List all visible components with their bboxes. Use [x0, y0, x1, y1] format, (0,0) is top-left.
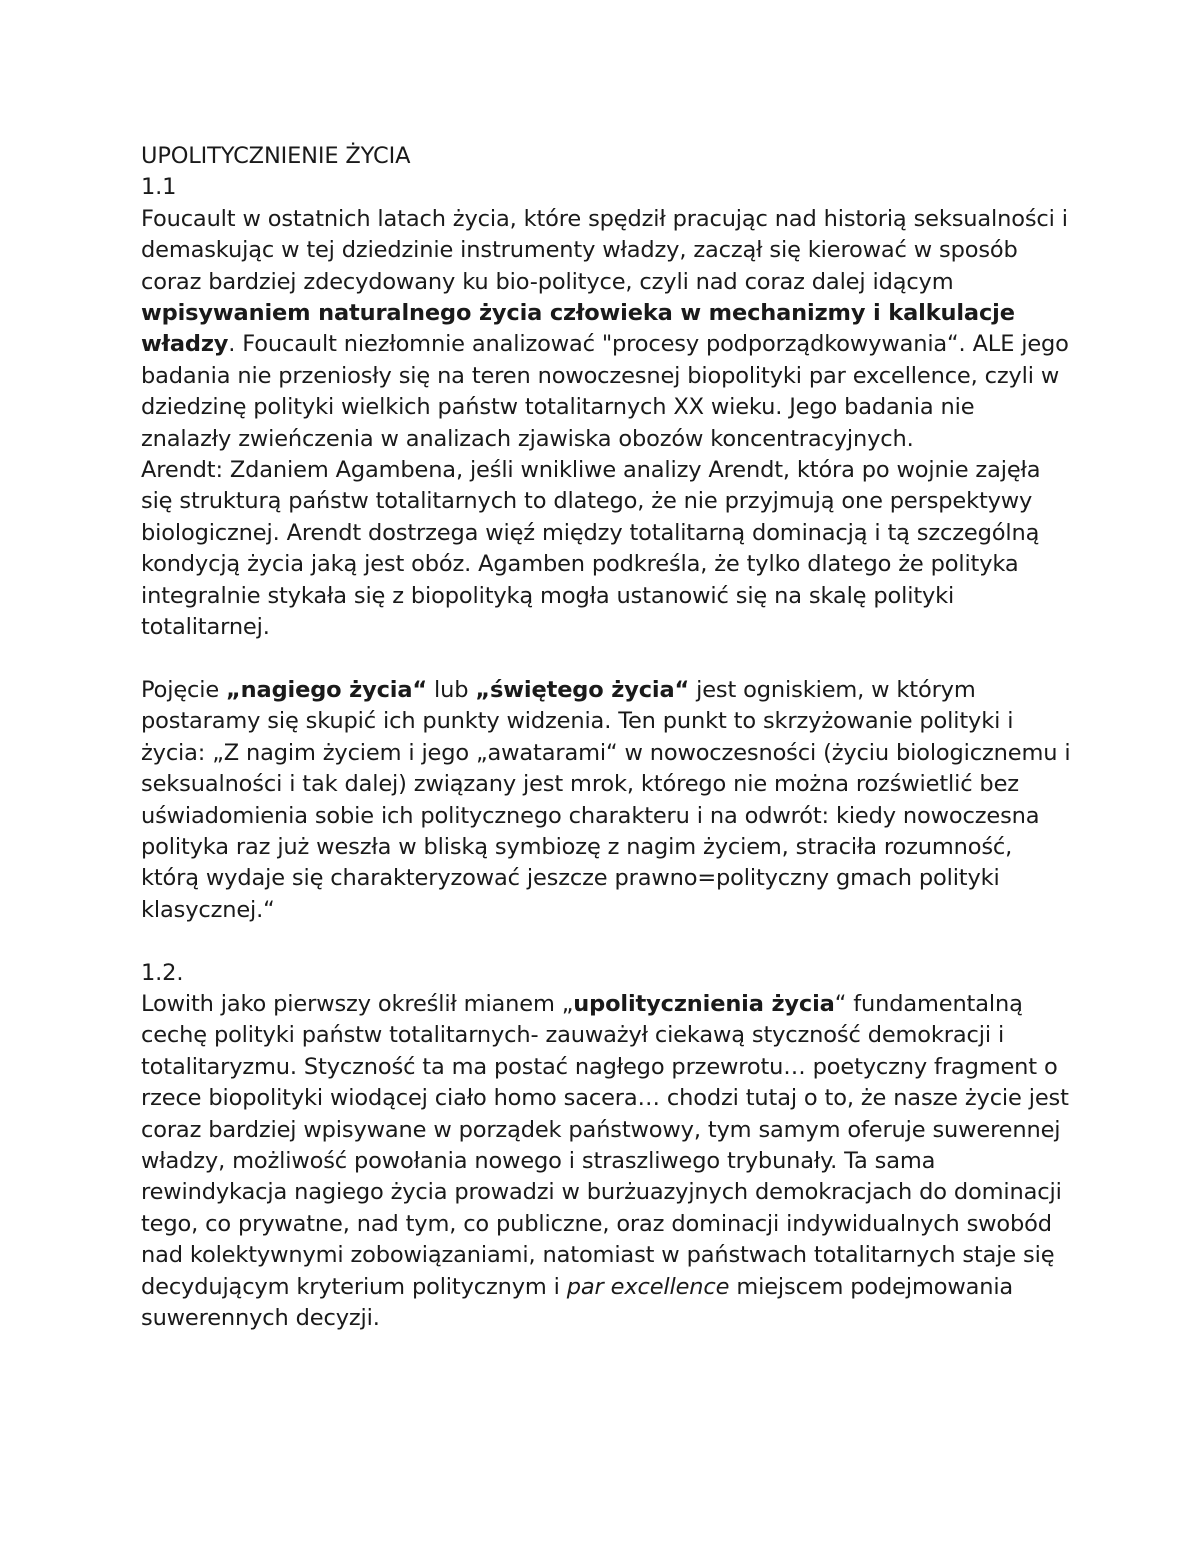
text-run: jest ogniskiem, w którym postaramy się skupić ich punkty widzenia. Ten punkt to skrzyżowanie polityki i życia: „Z nagim życiem i jego „awatarami“ w nowoczesności (życiu biologicznemu i seksualności i tak dalej) związany jest mrok, którego nie można rozświetlić bez uświadomienia sobie ich politycznego charakteru i na odwrót: kiedy nowoczesna polityka raz już weszła w bliską symbiozę z nagim życiem, straciła rozumność, którą wydaje się charakteryzować jeszcze prawno=polityczny gmach polityki klasycznej.“: [141, 676, 1071, 923]
document-page: [141, 141, 1071, 1334]
bold-text-run: „nagiego życia“: [226, 676, 428, 703]
text-run: Lowith jako pierwszy określił mianem „: [141, 990, 574, 1017]
text-run: miejscem podejmowania suwerennych decyzji.: [141, 1273, 1014, 1331]
bold-text-run: „świętego życia“: [475, 676, 690, 703]
paragraph-foucault: [141, 204, 1071, 455]
text-run: Pojęcie: [141, 676, 227, 703]
italic-text-run: par excellence: [566, 1273, 730, 1300]
paragraph-lowith: [141, 989, 1071, 1334]
text-run: Foucault w ostatnich latach życia, które spędził pracując nad historią seksualności i demaskując w tej dziedzinie instrumenty władzy, zaczął się kierować w sposób coraz bardziej zdecydowany ku bio-polityce, czyli nad coraz dalej idącym: [141, 205, 1068, 295]
text-run: “ fundamentalną cechę polityki państw totalitarnych- zauważył ciekawą styczność demokracji i totalitaryzmu. Styczność ta ma postać nagłego przewrotu… poetyczny fragment o rzece biopolityki wiodącej ciało homo sacera… chodzi tutaj o to, że nasze życie jest coraz bardziej wpisywane w porządek państwowy, tym samym oferuje suwerennej władzy, możliwość powołania nowego i straszliwego trybunały. Ta sama rewindykacja nagiego życia prowadzi w burżuazyjnych demokracjach do dominacji tego, co prywatne, nad tym, co publiczne, oraz dominacji indywidualnych swobód nad kolektywnymi zobowiązaniami, natomiast w państwach totalitarnych staje się decydującym kryterium politycznym i: [141, 990, 1069, 1300]
blank-line: [141, 644, 1071, 675]
paragraph-nagie-zycie: [141, 675, 1071, 926]
section-number: 1.1: [141, 174, 177, 201]
bold-text-run: wpisywaniem naturalnego życia człowieka w mechanizmy i kalkulacje władzy: [141, 300, 1015, 358]
text-run: . Foucault niezłomnie analizować "procesy podporządkowywania“. ALE jego badania nie przeniosły się na teren nowoczesnej biopolityki par excellence, czyli w dziedzinę polityki wielkich państw totalitarnych XX wieku. Jego badania nie znalazły zwieńczenia w analizach zjawiska obozów koncentracyjnych.: [141, 331, 1069, 452]
paragraph-arendt: Arendt: Zdaniem Agambena, jeśli wnikliwe analizy Arendt, która po wojnie zajęła się strukturą państw totalitarnych to dlatego, że nie przyjmują one perspektywy biologicznej. Arendt dostrzega więź między totalitarną dominacją i tą szczególną kondycją życia jaką jest obóz. Agamben podkreśla, że tylko dlatego że polityka integralnie stykała się z biopolityką mogła ustanowić się na skalę polityki totalitarnej.: [141, 457, 1041, 641]
blank-line: [141, 926, 1071, 957]
bold-text-run: upolitycznienia życia: [573, 990, 835, 1017]
document-title: UPOLITYCZNIENIE ŻYCIA: [141, 143, 411, 169]
text-run: lub: [427, 676, 476, 703]
section-number: 1.2.: [141, 959, 184, 986]
